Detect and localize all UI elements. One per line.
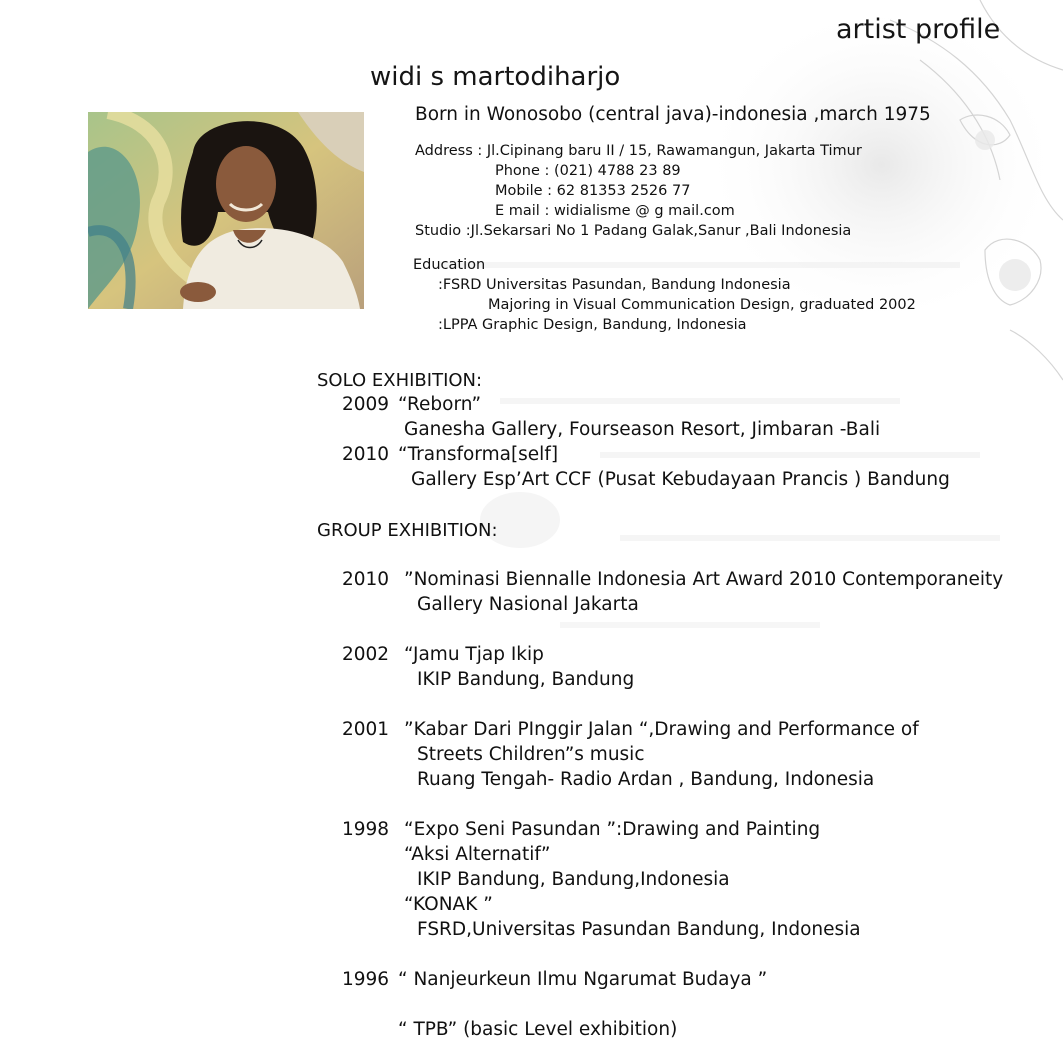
exhibition-line: ”Kabar Dari PInggir Jalan “,Drawing and Performance of — [404, 719, 919, 740]
exhibition-line: “KONAK ” — [404, 894, 493, 915]
education-item: Majoring in Visual Communication Design, graduated 2002 — [488, 297, 916, 313]
artist-photo — [88, 112, 364, 309]
exhibition-year: 2001 — [342, 719, 390, 740]
exhibition-line: Gallery Nasional Jakarta — [417, 594, 639, 615]
artist-name: widi s martodiharjo — [370, 62, 621, 92]
exhibition-year: 2002 — [342, 644, 390, 665]
mobile-line: Mobile : 62 81353 2526 77 — [495, 183, 691, 199]
exhibition-title: “Reborn” — [398, 394, 482, 415]
exhibition-line: “ Nanjeurkeun Ilmu Ngarumat Budaya ” — [398, 969, 768, 990]
exhibition-line: IKIP Bandung, Bandung — [417, 669, 635, 690]
solo-exhibition-heading: SOLO EXHIBITION: — [317, 370, 483, 391]
exhibition-year: 1996 — [342, 969, 390, 990]
exhibition-line: IKIP Bandung, Bandung,Indonesia — [417, 869, 730, 890]
email-line: E mail : widialisme @ g mail.com — [495, 203, 735, 219]
exhibition-line: “Jamu Tjap Ikip — [404, 644, 544, 665]
exhibition-line: Ruang Tengah- Radio Ardan , Bandung, Indonesia — [417, 769, 875, 790]
exhibition-year: 2010 — [342, 569, 390, 590]
education-item: :LPPA Graphic Design, Bandung, Indonesia — [438, 317, 747, 333]
education-item: :FSRD Universitas Pasundan, Bandung Indonesia — [438, 277, 791, 293]
education-heading: Education — [413, 257, 486, 273]
studio-line: Studio :Jl.Sekarsari No 1 Padang Galak,Sanur ,Bali Indonesia — [415, 223, 852, 239]
group-exhibition-heading: GROUP EXHIBITION: — [317, 520, 498, 541]
phone-line: Phone : (021) 4788 23 89 — [495, 163, 681, 179]
exhibition-line: FSRD,Universitas Pasundan Bandung, Indonesia — [417, 919, 861, 940]
exhibition-line: “Expo Seni Pasundan ”:Drawing and Painting — [404, 819, 821, 840]
exhibition-line: ”Nominasi Biennalle Indonesia Art Award 2010 Contemporaneity — [404, 569, 1004, 590]
exhibition-year: 1998 — [342, 819, 390, 840]
exhibition-venue: Ganesha Gallery, Fourseason Resort, Jimbaran -Bali — [404, 419, 881, 440]
birth-info: Born in Wonosobo (central java)-indonesia ,march 1975 — [415, 104, 931, 125]
exhibition-line: “Aksi Alternatif” — [404, 844, 551, 865]
artist-portrait-image — [88, 112, 364, 309]
address-line: Address : Jl.Cipinang baru II / 15, Rawamangun, Jakarta Timur — [415, 143, 862, 159]
exhibition-title: “Transforma[self] — [398, 444, 559, 465]
exhibition-line: Streets Children”s music — [417, 744, 645, 765]
exhibition-year: 2009 — [342, 394, 390, 415]
exhibition-venue: Gallery Esp’Art CCF (Pusat Kebudayaan Prancis ) Bandung — [411, 469, 950, 490]
page-title: artist profile — [836, 14, 1001, 45]
exhibition-line: “ TPB” (basic Level exhibition) — [398, 1019, 678, 1040]
exhibition-year: 2010 — [342, 444, 390, 465]
